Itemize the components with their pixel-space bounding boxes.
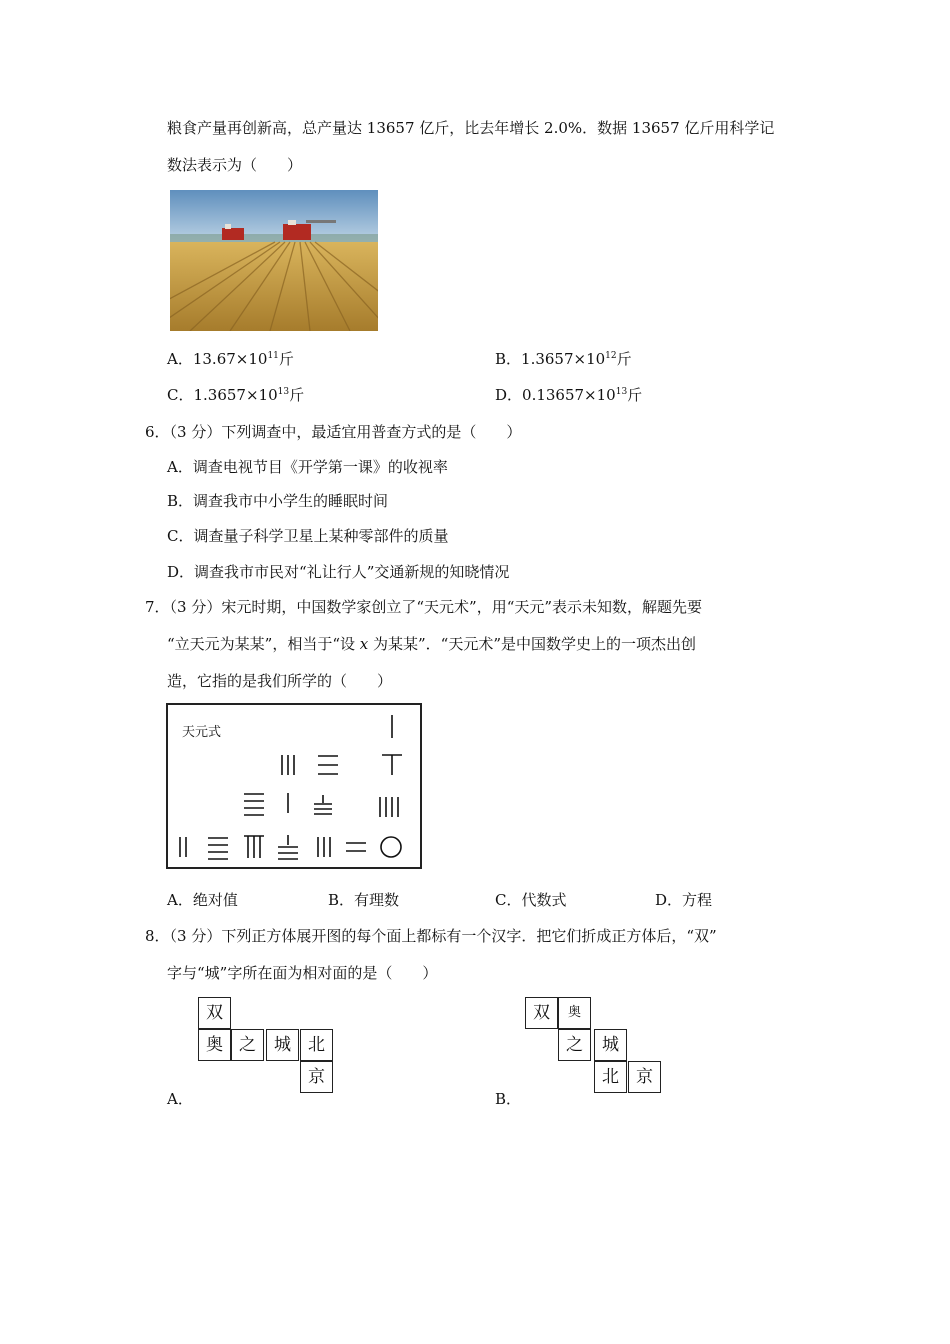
- q7-option-c: C．代数式: [495, 891, 567, 909]
- q7-stem-line1: 7．（3 分）宋元时期，中国数学家创立了“天元术”，用“天元”表示未知数，解题先要: [145, 598, 703, 616]
- counting-rods: [168, 705, 420, 867]
- q5-option-b: B．$1.3657\times 10^{12}$斤: [495, 350, 632, 368]
- net-a-cell: 奥: [198, 1029, 231, 1061]
- q7-option-d: D．方程: [655, 891, 713, 909]
- net-b-cell: 北: [594, 1061, 627, 1093]
- variable-x: x: [359, 635, 369, 653]
- net-a-cell: 双: [198, 997, 231, 1029]
- net-a-cell: 北: [300, 1029, 333, 1061]
- net-b-cell: 双: [525, 997, 558, 1029]
- net-b-cell: 之: [558, 1029, 591, 1061]
- q5-stem-line1: 粮食产量再创新高，总产量达 13657 亿斤，比去年增长 2.0%．数据 13657 亿斤用科学记: [167, 119, 775, 137]
- net-b-cell: 京: [628, 1061, 661, 1093]
- q5-option-c: C．$1.3657\times 10^{13}$斤: [167, 386, 305, 404]
- q7-option-b: B．有理数: [328, 891, 400, 909]
- q8-stem-line2: 字与“城”字所在面为相对面的是（ ）: [167, 964, 438, 982]
- q7-option-a: A．绝对值: [167, 891, 238, 909]
- q6-option-b: B．调查我市中小学生的睡眠时间: [167, 492, 389, 510]
- q6-option-c: C．调查量子科学卫星上某种零部件的质量: [167, 527, 449, 545]
- net-b-cell: 奥: [558, 997, 591, 1029]
- q6-option-a: A．调查电视节目《开学第一课》的收视率: [167, 458, 448, 476]
- q6-option-d: D．调查我市市民对“礼让行人”交通新规的知晓情况: [167, 563, 510, 581]
- q5-option-d: D．$0.13657\times 10^{13}$斤: [495, 386, 643, 404]
- net-a-cell: 城: [266, 1029, 299, 1061]
- q6-stem: 6．（3 分）下列调查中，最适宜用普查方式的是（ ）: [145, 423, 522, 441]
- q5-stem-line2: 数法表示为（ ）: [167, 156, 303, 174]
- q7-stem-line3: 造，它指的是我们所学的（ ）: [167, 672, 393, 690]
- q5-option-a: A．$13.67\times 10^{11}$斤: [167, 350, 294, 368]
- net-a-cell: 之: [231, 1029, 264, 1061]
- q8-option-a-label: A．: [167, 1090, 193, 1108]
- q8-stem-line1: 8．（3 分）下列正方体展开图的每个面上都标有一个汉字．把它们折成正方体后，“双”: [145, 927, 717, 945]
- tianyuan-title: 天元式: [182, 725, 222, 740]
- tianyuan-figure: [166, 703, 422, 869]
- net-a-cell: 京: [300, 1061, 333, 1093]
- q7-stem-line2: “立天元为某某”，相当于“设 x 为某某”．“天元术”是中国数学史上的一项杰出创: [167, 635, 697, 653]
- q8-option-b-label: B．: [495, 1090, 522, 1108]
- net-b-cell: 城: [594, 1029, 627, 1061]
- wheat-field-photo: [170, 190, 378, 331]
